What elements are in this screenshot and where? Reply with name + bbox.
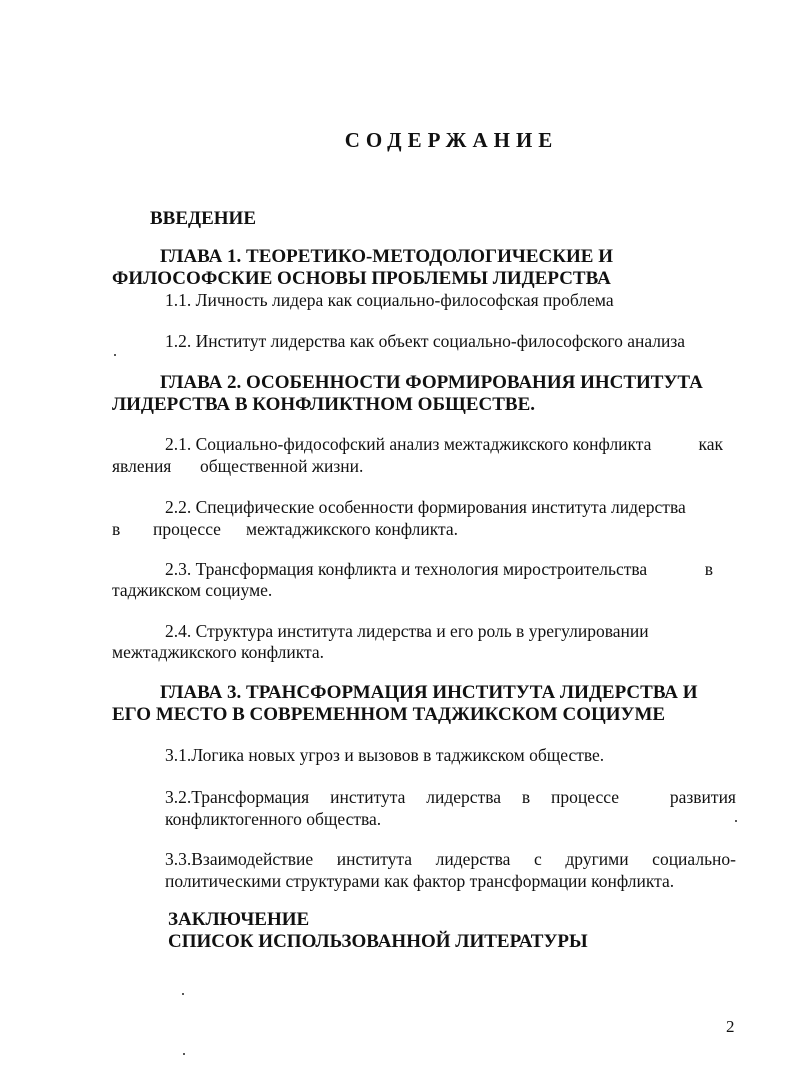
- toc-item-1-1: 1.1. Личность лидера как социально-философская проблема: [165, 290, 614, 310]
- toc-introduction: ВВЕДЕНИЕ: [150, 208, 256, 229]
- page-title: СОДЕРЖАНИЕ: [344, 128, 559, 152]
- page-number: 2: [726, 1017, 735, 1036]
- toc-conclusion: ЗАКЛЮЧЕНИЕ: [168, 909, 310, 930]
- toc-item-3-1: 3.1.Логика новых угроз и вызовов в таджикском обществе.: [165, 745, 605, 765]
- scan-speck: [114, 354, 116, 356]
- scan-speck: [182, 993, 184, 995]
- toc-item-1-2: 1.2. Институт лидерства как объект социально-философского анализа: [165, 331, 686, 351]
- toc-bibliography: СПИСОК ИСПОЛЬЗОВАННОЙ ЛИТЕРАТУРЫ: [168, 931, 588, 952]
- scan-speck: [183, 1053, 185, 1055]
- scan-speck: [735, 820, 737, 822]
